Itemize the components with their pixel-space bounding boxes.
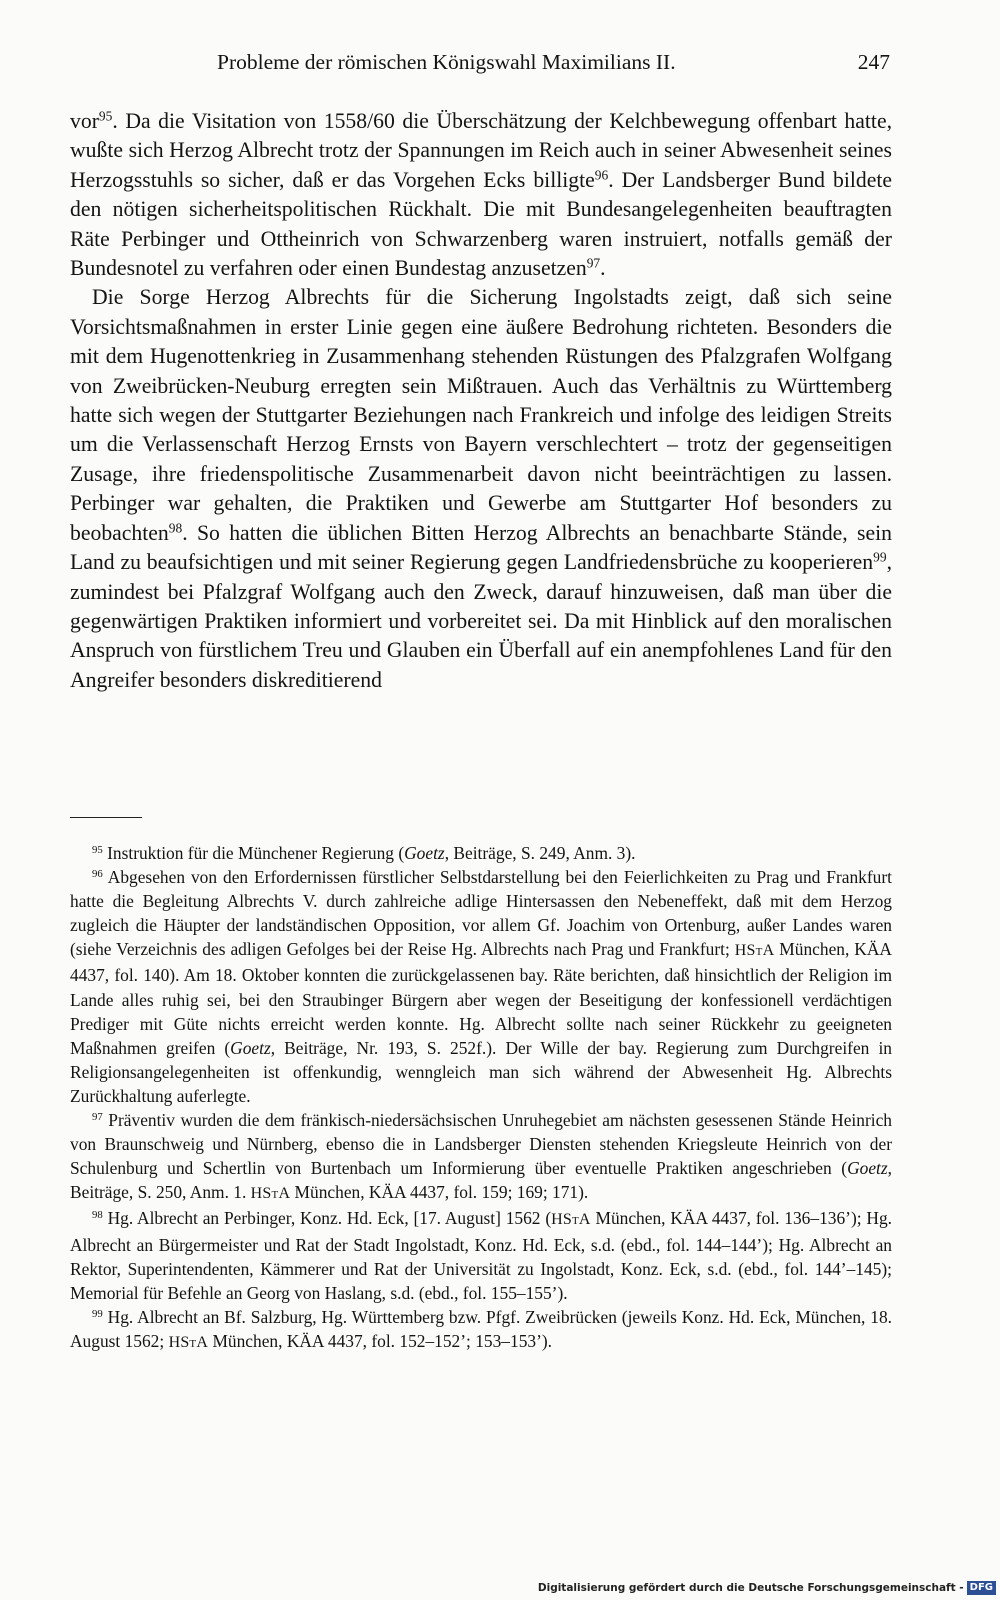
author-name: Goetz (404, 843, 445, 863)
text-run: Instruktion für die Münchener Regierung ( (102, 843, 405, 863)
text-run: , Beiträge, S. 250, Anm. 1. (70, 1158, 892, 1203)
archive-abbrev: HStA (168, 1333, 209, 1351)
footnote-96 (70, 865, 892, 1108)
running-header (70, 50, 890, 84)
footnote-98 (70, 1206, 892, 1304)
text-run: vor (70, 109, 99, 133)
footnote-ref-99: 99 (873, 549, 887, 565)
author-name: Goetz (230, 1037, 271, 1058)
body-text (70, 107, 892, 695)
footnote-ref-97: 97 (586, 255, 601, 271)
footnote-number: 96 (92, 868, 103, 881)
archive-abbrev: HStA (250, 1185, 291, 1203)
archive-abbrev: HStA (734, 942, 775, 960)
text-run: Hg. Albrecht an Perbinger, Konz. Hd. Eck, [17. August] 1562 ( (102, 1208, 552, 1229)
footnote-number: 95 (92, 844, 103, 857)
paragraph-2 (70, 283, 892, 695)
footnote-ref-98: 98 (168, 520, 183, 536)
dfg-logo: DFG (967, 1581, 996, 1595)
paragraph-1 (70, 107, 892, 283)
text-run: . Da die Visitation von 1558/60 die Überschätzung der Kelchbewegung offenbart hatte, wußte sich Herzog Albrecht trotz der Spannungen im Reich auch in seiner Abwesenheit seines Herzogsstuhls so sicher, daß er das Vorgehen Ecks billigte (70, 109, 892, 192)
text-run: München, KÄA 4437, fol. 136–136’); Hg. Albrecht an Bürgermeister und Rat der Stadt Ingolstadt, Konz. Hd. Eck, s.d. (ebd., fol. 144–144’); Hg. Albrecht an Rektor, Superintendenten, Kämmerer und Rat der Universität zu Ingolstadt, Konz. Eck, s.d. (ebd., fol. 144’–145); Memorial für Befehle an Georg von Haslang, s.d. (ebd., fol. 155–155’). (70, 1208, 892, 1303)
text-run: München, KÄA 4437, fol. 152–152’; 153–153’). (208, 1330, 553, 1351)
footnote-number: 97 (92, 1111, 103, 1124)
text-run: Die Sorge Herzog Albrechts für die Sicherung Ingolstadts zeigt, daß sich seine Vorsichtsmaßnahmen in erster Linie gegen eine äußere Bedrohung richteten. Besonders die mit dem Hugenottenkrieg in Zusammenhang stehenden Rüstungen des Pfalzgrafen Wolfgang von Zweibrücken-Neuburg erregten sein Mißtrauen. Auch das Verhältnis zu Württemberg hatte sich wegen der Stuttgarter Beziehungen nach Frankreich und infolge des leidigen Streits um die Verlassenschaft Herzog Ernsts von Bayern verschlechtert – trotz der gegenseitigen Zusage, ihre friedenspolitische Zusammenarbeit davon nicht beeinträchtigen zu lassen. Perbinger war gehalten, die Praktiken und Gewerbe am Stuttgarter Hof besonders zu beobachten (70, 285, 892, 545)
text-run: . Der Landsberger Bund bildete den nötigen sicherheitspolitischen Rückhalt. Die mit Bundesangelegenheiten beauftragten Räte Perbinger und Ottheinrich von Schwarzenberg waren instruiert, notfalls gemäß der Bundesnotel zu verfahren oder einen Bundestag anzusetzen (70, 167, 892, 281)
author-name: Goetz (847, 1158, 888, 1179)
footnote-97 (70, 1108, 892, 1206)
text-run: , Beiträge, Nr. 193, S. 252f.). Der Wille der bay. Regierung zum Durchgreifen in Religionsangelegenheiten ist offenkundig, wenngleich man sich während der Abwesenheit Hg. Albrechts Zurückhaltung auferlegte. (70, 1037, 892, 1106)
text-run: Abgesehen von den Erfordernissen fürstlicher Selbstdarstellung bei den Feierlichkeiten zu Prag und Frankfurt hatte die Begleitung Albrechts V. durch zahlreiche adlige Hintersassen den Nebeneffekt, daß mit dem Herzog zugleich die Häupter der landständischen Opposition, vor allem Gf. Joachim von Ortenburg, außer Landes waren (siehe Verzeichnis des adligen Gefolges bei der Reise Hg. Albrechts nach Prag und Frankfurt; (70, 867, 892, 960)
archive-abbrev: HStA (551, 1211, 591, 1229)
text-run: Hg. Albrecht an Bf. Salzburg, Hg. Württemberg bzw. Pfgf. Zweibrücken (jeweils Konz. Hd. Eck, München, 18. August 1562; (70, 1306, 892, 1351)
text-run: München, KÄA 4437, fol. 159; 169; 171). (290, 1182, 589, 1203)
footnote-99 (70, 1305, 892, 1355)
text-run: . (600, 256, 606, 281)
footnotes (70, 841, 892, 1355)
footnote-ref-95: 95 (98, 108, 113, 124)
footnote-number: 98 (92, 1209, 103, 1222)
text-run: , Beiträge, S. 249, Anm. 3). (444, 843, 636, 863)
running-title: Probleme der römischen Königswahl Maximilians II. (217, 50, 676, 74)
text-run: München, KÄA 4437, fol. 140). Am 18. Oktober konnten die zurückgelassenen bay. Räte berichten, daß hinsichtlich der Religion im Lande alles ruhig sei, bei den Straubinger Bürgern aber wegen der Beseitigung der konfessionell verdächtigen Prediger mit Güte nichts erreicht werden konnte. Hg. Albrecht sollte nach seiner Rückkehr zu geeigneten Maßnahmen greifen ( (70, 939, 892, 1058)
footnote-separator (70, 817, 142, 818)
footnote-number: 99 (92, 1307, 103, 1320)
text-run: Präventiv wurden die dem fränkisch-niedersächsischen Unruhegebiet am nächsten gesessenen Stände Heinrich von Braunschweig und Nürnberg, ebenso die in Landsberger Diensten stehenden Kriegsleute Heinrich von der Schulenburg und Schertlin von Burtenbach um Informierung über eventuelle Praktiken angeschrieben ( (70, 1110, 892, 1179)
text-run: . So hatten die üblichen Bitten Herzog Albrechts an benachbarte Stände, sein Land zu beaufsichtigen und mit seiner Regierung gegen Landfriedensbrüche zu kooperieren (70, 520, 892, 575)
footnote-95 (70, 841, 892, 865)
credit-text: Digitalisierung gefördert durch die Deutsche Forschungsgemeinschaft - (537, 1582, 964, 1594)
footnote-ref-96: 96 (594, 167, 609, 183)
text-run: , zumindest bei Pfalzgraf Wolfgang auch den Zweck, darauf hinzuweisen, daß man über die gegenwärtigen Praktiken informiert und vorbereitet sei. Da mit Hinblick auf den moralischen Anspruch von fürstlichem Treu und Glauben ein Überfall auf ein anempfohlenes Land für den Angreifer besonders diskreditierend (70, 550, 892, 692)
page-number: 247 (857, 50, 890, 74)
digitization-credit (538, 1581, 996, 1595)
